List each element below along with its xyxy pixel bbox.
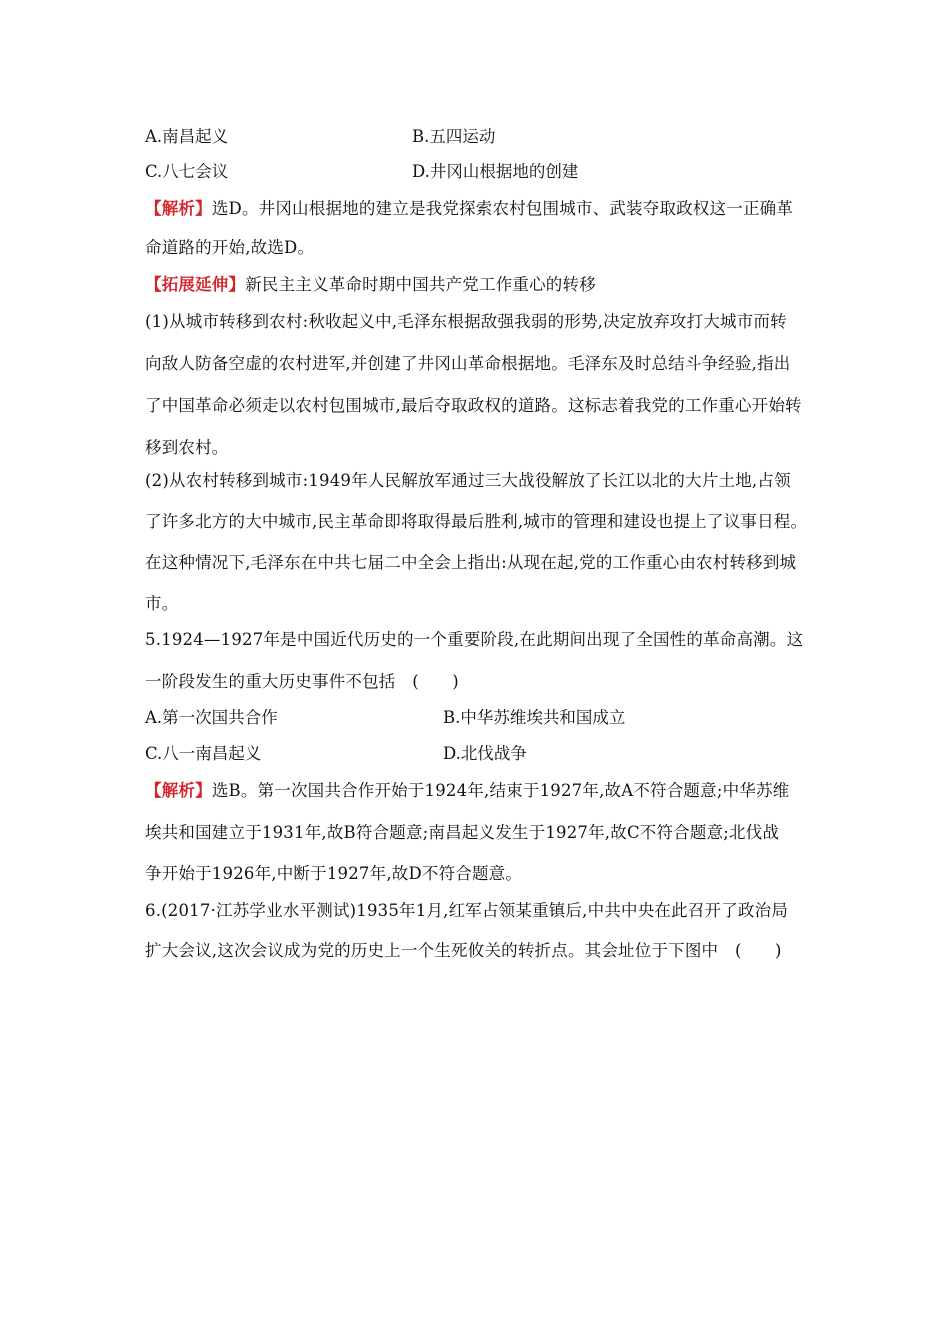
q4-option-a: A.南昌起义: [145, 127, 229, 146]
ext-p1-line: 了中国革命必须走以农村包围城市,最后夺取政权的道路。这标志着我党的工作重心开始转: [145, 396, 802, 415]
q5-stem-cont: 一阶段发生的重大历史事件不包括 ( ): [145, 672, 459, 691]
q4-option-b: B.五四运动: [412, 127, 496, 146]
q4-option-c: C.八七会议: [145, 162, 229, 181]
analysis-text: 选D。井冈山根据地的建立是我党探索农村包围城市、武装夺取政权这一正确革: [211, 199, 794, 218]
ext-p1-line: (1)从城市转移到农村:秋收起义中,毛泽东根据敌强我弱的形势,决定放弃攻打大城市而转: [145, 312, 787, 331]
q6-stem-cont: 扩大会议,这次会议成为党的历史上一个生死攸关的转折点。其会址位于下图中 ( ): [145, 941, 782, 960]
q5-analysis-cont: 争开始于1926年,中断于1927年,故D不符合题意。: [145, 864, 523, 883]
analysis-tag: 【解析】: [145, 199, 212, 218]
q5-option-d: D.北伐战争: [443, 744, 527, 763]
ext-p2-line: 市。: [145, 594, 179, 613]
extension-title: 新民主主义革命时期中国共产党工作重心的转移: [245, 275, 596, 294]
q5-option-b: B.中华苏维埃共和国成立: [443, 708, 626, 727]
q5-analysis-cont: 埃共和国建立于1931年,故B符合题意;南昌起义发生于1927年,故C不符合题意;北伐战: [145, 823, 780, 842]
ext-p2-line: (2)从农村转移到城市:1949年人民解放军通过三大战役解放了长江以北的大片土地,占领: [145, 471, 791, 490]
ext-p2-line: 在这种情况下,毛泽东在中共七届二中全会上指出:从现在起,党的工作重心由农村转移到城: [145, 553, 797, 572]
ext-p2-line: 了许多北方的大中城市,民主革命即将取得最后胜利,城市的管理和建设也提上了议事日程。: [145, 512, 808, 531]
q5-option-a: A.第一次国共合作: [145, 708, 278, 727]
ext-p1-line: 向敌人防备空虚的农村进军,并创建了井冈山革命根据地。毛泽东及时总结斗争经验,指出: [145, 354, 791, 373]
q5-analysis: [145, 779, 825, 803]
q6-stem: 6.(2017·江苏学业水平测试)1935年1月,红军占领某重镇后,中共中央在此召开了政治局: [145, 901, 789, 920]
ext-p1-line: 移到农村。: [145, 438, 229, 457]
analysis-text: 选B。第一次国共合作开始于1924年,结束于1927年,故A不符合题意;中华苏维: [211, 781, 790, 800]
extension-tag: 【拓展延伸】: [145, 275, 246, 294]
q4-analysis: [145, 197, 825, 221]
extension-heading: [145, 273, 825, 297]
q4-analysis-cont: 命道路的开始,故选D。: [145, 238, 315, 257]
q5-option-c: C.八一南昌起义: [145, 744, 262, 763]
q5-stem: 5.1924—1927年是中国近代历史的一个重要阶段,在此期间出现了全国性的革命高潮。这: [145, 630, 804, 649]
analysis-tag: 【解析】: [145, 781, 212, 800]
q4-option-d: D.井冈山根据地的创建: [412, 162, 579, 181]
